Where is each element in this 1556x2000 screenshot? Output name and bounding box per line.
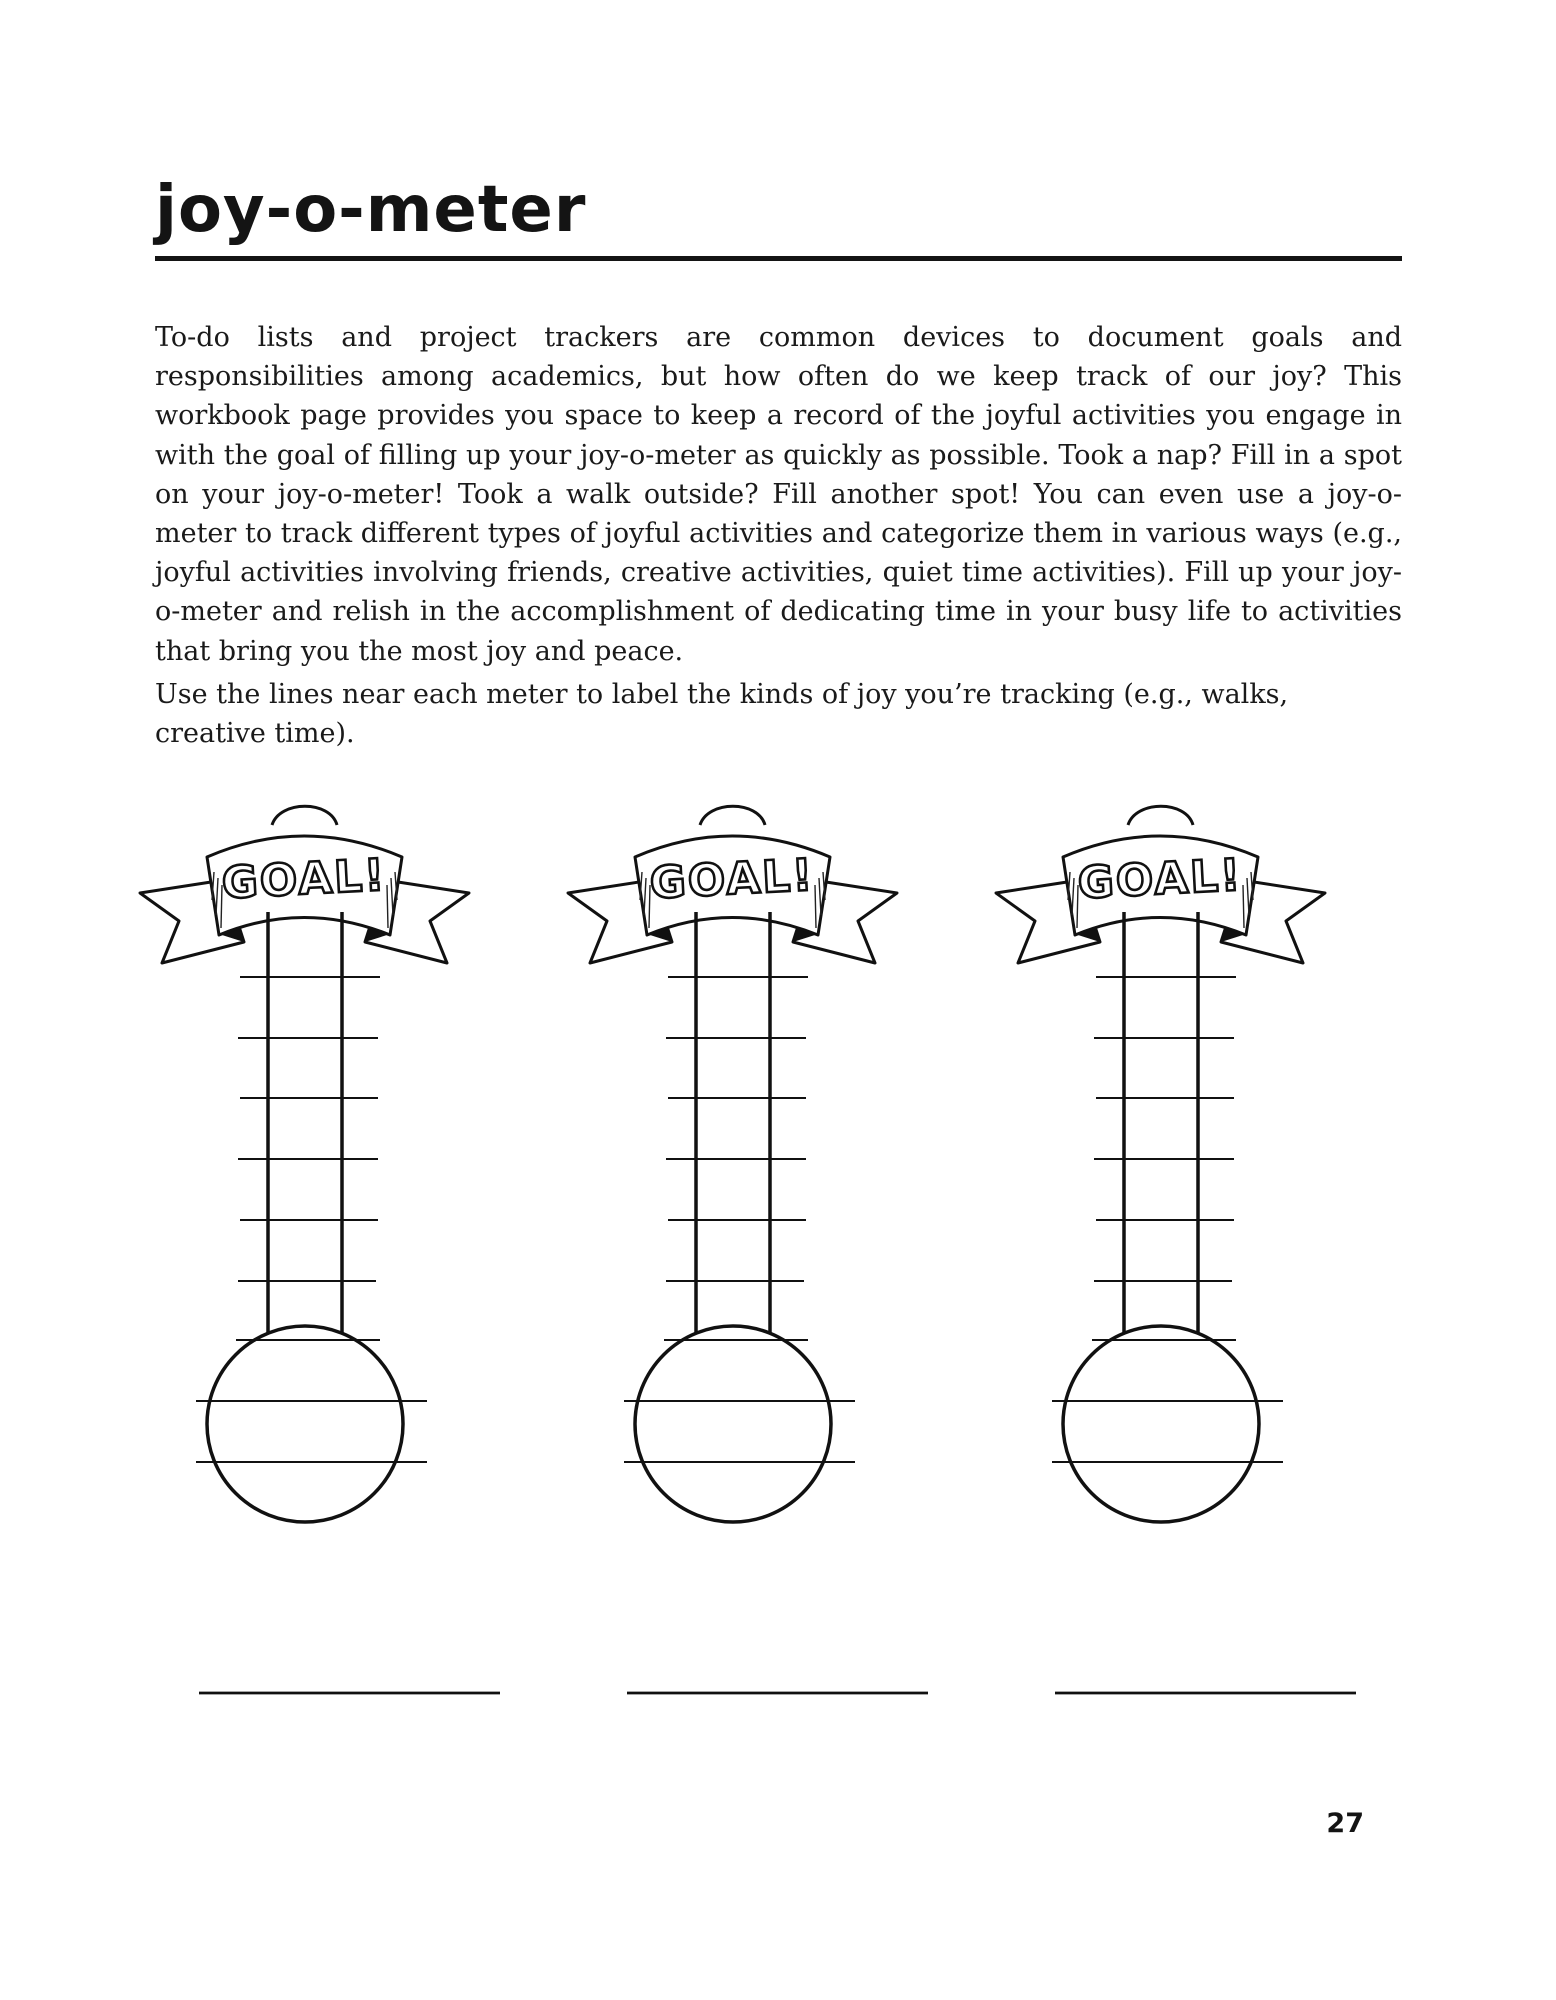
page-title: joy-o-meter: [155, 173, 587, 247]
instructions-paragraph: Use the lines near each meter to label the kinds of joy you’re tracking (e.g., walks, creative time).: [155, 679, 1289, 750]
intro-paragraph: To-do lists and project trackers are common devices to document goals and responsibilities among academics, but how often do we keep track of our joy? This workbook page provides you space to keep a record of the joyful activities you engage in with the goal of filling up your joy-o-meter as quickly as possible. Took a nap? Fill in a spot on your joy-o-meter! Took a walk outside? Fill another spot! You can even use a joy-o-meter to track different types of joyful activities and categorize them in various ways (e.g., joyful activities involving friends, creative activities, quiet time activities). Fill up your joy-o-meter and relish in the accomplishment of dedicating time in your busy life to activities that bring you the most joy and peace.: [155, 322, 1402, 667]
meter-3: [996, 806, 1356, 1693]
meter-1-goal-banner-text: GOAL!: [220, 849, 388, 910]
page-number: 27: [1326, 1808, 1364, 1839]
meter-1: [140, 806, 500, 1693]
meter-2-goal-banner-text: GOAL!: [648, 849, 816, 910]
meter-3-goal-banner-text: GOAL!: [1076, 849, 1244, 910]
meter-2: [568, 806, 928, 1693]
